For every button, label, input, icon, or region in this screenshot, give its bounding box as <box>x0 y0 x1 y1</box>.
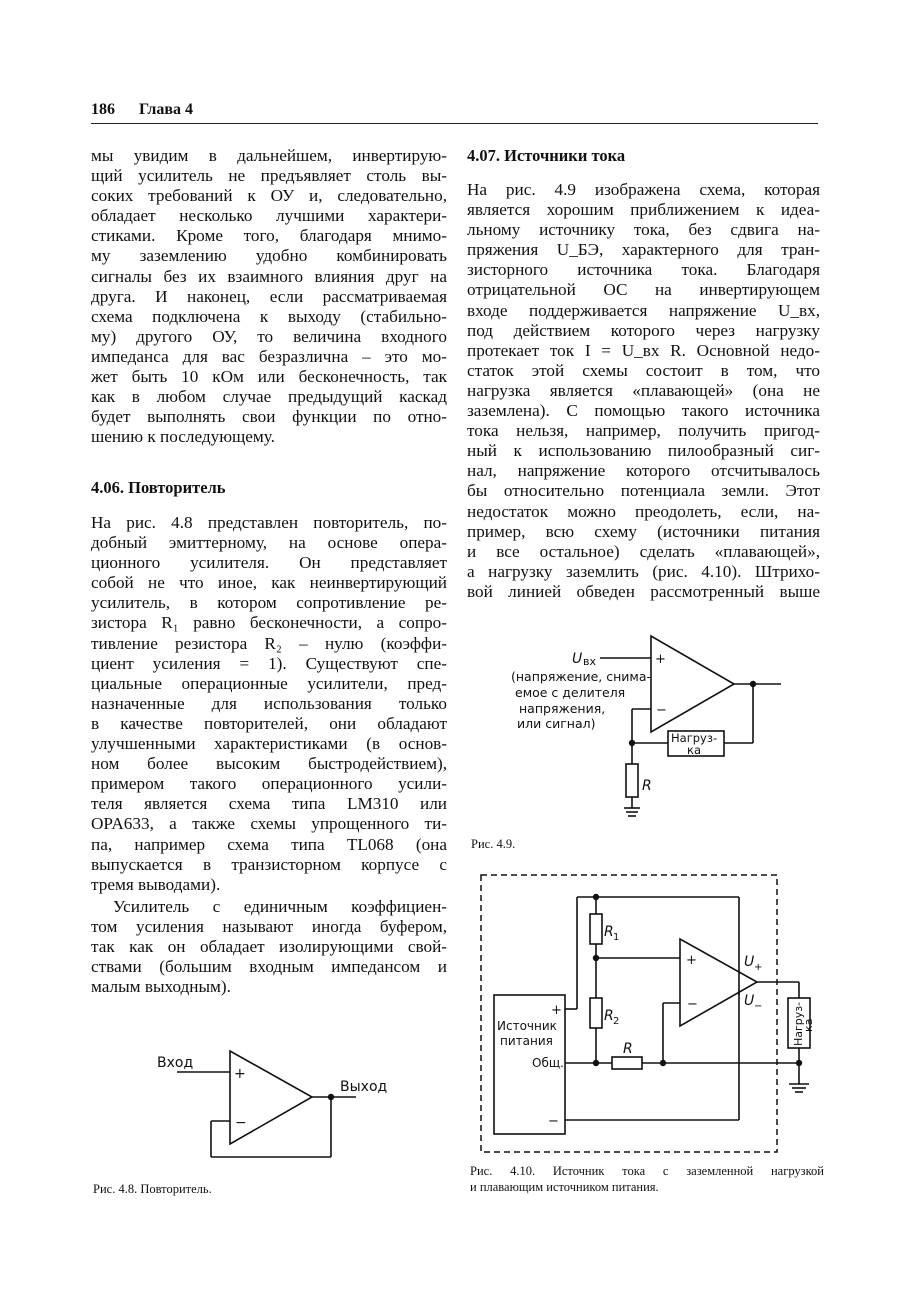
section-title-4-06: 4.06. Повторитель <box>91 478 226 497</box>
text-line: стиками. Кроме того, благодаря мнимо- <box>91 226 447 246</box>
figure-4-10-caption <box>470 1163 824 1195</box>
text-line: Усилитель с единичным коэффициен- <box>113 897 447 916</box>
text-line: будет выполнять свои функции по отно- <box>91 407 447 427</box>
r-label: R <box>623 1041 633 1057</box>
text-line: тремя выводами). <box>91 874 221 894</box>
input-label: Вход <box>157 1055 194 1071</box>
text-line: жет быть 10 кОм или бесконечность, так <box>91 367 447 387</box>
plus-sign: + <box>234 1066 246 1082</box>
text-line: ствами (большим входным импедансом и <box>91 957 447 977</box>
r2-subscript: 2 <box>613 1016 620 1027</box>
text-line: отрицательной ОС на инвертирующем <box>467 280 820 300</box>
text-line: добный эмиттерному, на основе опера- <box>91 533 447 553</box>
text-line: соких требований к ОУ и, следовательно, <box>91 186 447 206</box>
r2-label: R <box>604 1008 614 1024</box>
input-voltage-label: U <box>572 651 583 667</box>
text-line: протекает ток I = U_вх R. Основной недо- <box>467 340 820 360</box>
text-line: льному источнику тока, без сдвига на- <box>467 220 820 240</box>
supply-plus-terminal: + <box>551 1003 562 1018</box>
load-label: Нагруз- <box>671 731 718 745</box>
text-line: недостаток можно преодолеть, если, на- <box>467 501 820 521</box>
output-label: Выход <box>340 1079 388 1095</box>
text-line: выпускается в транзисторном корпусе с <box>91 854 447 874</box>
text-line: мы увидим в дальнейшем, инвертирую- <box>91 146 447 165</box>
text-line: тока нельзя, например, получить пригод- <box>467 421 820 441</box>
supply-minus-terminal: − <box>548 1114 559 1129</box>
text-line: схема подключена к выходу (стабильно- <box>91 306 447 326</box>
text-line: улучшенными характеристиками (в основ- <box>91 734 447 754</box>
note-line: напряжения, <box>519 701 606 716</box>
input-voltage-subscript: вх <box>583 655 596 668</box>
text-line: щий усилитель не предъявляет столь вы- <box>91 166 447 186</box>
text-line: собой не что иное, как неинвертирующий <box>91 573 447 593</box>
u-minus-label: U <box>744 993 755 1009</box>
text-line: ный к использованию пилообразный сиг- <box>467 441 820 461</box>
text-line: сигналы без их взаимного влияния друг на <box>91 266 447 286</box>
figure-4-9-caption: Рис. 4.9. <box>471 837 516 851</box>
page-number: 186 <box>91 101 115 118</box>
text-line: нал, напряжение которого отсчитывалось <box>467 461 820 481</box>
text-line: друга. И наконец, если рассматриваемая <box>91 286 447 306</box>
plus-sign: + <box>686 953 697 968</box>
u-minus-subscript: − <box>754 1001 763 1012</box>
load-label: ка <box>687 743 701 757</box>
text-line: назначенные для использования только <box>91 693 447 713</box>
text-line: как в любом случае предыдущий каскад <box>91 387 447 407</box>
text-line: том усиления называют иногда буфером, <box>91 917 447 937</box>
section-4-07-paragraph <box>467 180 820 602</box>
text-line: под действием которого через нагрузку <box>467 320 820 340</box>
text-line: пряжения U_БЭ, характерного для тран- <box>467 240 820 260</box>
minus-sign: − <box>687 997 698 1012</box>
text-line: и все остальное) сделать «плавающей», <box>467 541 820 561</box>
note-line: емое с делителя <box>515 685 626 700</box>
text-line: обладает несколько лучшими характери- <box>91 206 447 226</box>
minus-sign: − <box>656 703 667 718</box>
chapter-title: Глава 4 <box>139 101 193 118</box>
text-line: импеданса для вас безразлична – это мо- <box>91 346 447 366</box>
r1-subscript: 1 <box>613 932 620 943</box>
resistor-r-label: R <box>642 778 652 794</box>
text-line: примером такого операционного усили- <box>91 774 447 794</box>
caption-line: Рис. 4.10. Источник тока с заземленной нагрузкой <box>470 1164 824 1178</box>
text-line: На рис. 4.8 представлен повторитель, по- <box>91 513 447 532</box>
text-line: заземлена). С помощью такого источника <box>467 401 820 421</box>
text-line: нагрузка является «плавающей» (она не <box>467 380 820 400</box>
text-line: пример, всю схему (источники питания <box>467 521 820 541</box>
u-plus-subscript: + <box>754 962 763 973</box>
text-line: зисторного источника тока. Благодаря <box>467 260 820 280</box>
text-line: па, например схема типа TL068 (она <box>91 834 447 854</box>
text-line: му) другого ОУ, то величина входного <box>91 326 447 346</box>
load-label: ка <box>802 1018 815 1032</box>
supply-label: Источник <box>497 1019 557 1033</box>
text-line: циальные операционные усилители, пред- <box>91 673 447 693</box>
text-line: му заземлению удобно комбинировать <box>91 246 447 266</box>
section-title-4-07: 4.07. Источники тока <box>467 146 626 165</box>
text-line: ном более высоким быстродействием), <box>91 754 447 774</box>
figure-4-8-caption: Рис. 4.8. Повторитель. <box>93 1182 212 1196</box>
text-line: входе поддерживается напряжение U_вх, <box>467 300 820 320</box>
r1-label: R <box>604 924 614 940</box>
load-label: Нагруз- <box>792 1001 805 1046</box>
text-line: является хорошим приближением к идеа- <box>467 200 820 220</box>
text-line: а нагрузку заземлить (рис. 4.10). Штрихо- <box>467 561 820 581</box>
text-line: вой линией обведен рассмотренный выше <box>467 581 820 601</box>
text-line: На рис. 4.9 изображена схема, которая <box>467 180 820 199</box>
text-line: шению к последующему. <box>91 427 275 447</box>
text-line: тивление резистора R₂ – нулю (коэффи- <box>91 633 447 653</box>
text-line: так как он обладает изолирующими свой- <box>91 937 447 957</box>
plus-sign: + <box>655 652 666 667</box>
text-line: малым выходным). <box>91 977 231 997</box>
text-line: зистора R₁ равно бесконечности, а сопро- <box>91 613 447 633</box>
text-line: бы относительно потенциала земли. Этот <box>467 481 820 501</box>
note-line: (напряжение, снима- <box>511 669 651 684</box>
text-line: OPA633, а также схемы упрощенного ти- <box>91 814 447 834</box>
text-line: циент усиления = 1). Существуют спе- <box>91 653 447 673</box>
note-line: или сигнал) <box>517 716 596 731</box>
supply-label: питания <box>500 1034 553 1048</box>
text-line: ционного усилителя. Он представляет <box>91 553 447 573</box>
supply-common-terminal: Общ. <box>532 1056 564 1070</box>
minus-sign: − <box>235 1115 247 1131</box>
text-line: теля является схема типа LM310 или <box>91 794 447 814</box>
caption-line: и плавающим источником питания. <box>470 1180 659 1194</box>
u-plus-label: U <box>744 954 755 970</box>
text-line: статок этой схемы состоит в том, что <box>467 360 820 380</box>
text-line: усилитель, в котором сопротивление ре- <box>91 593 447 613</box>
text-line: в качестве повторителей, они обладают <box>91 713 447 733</box>
